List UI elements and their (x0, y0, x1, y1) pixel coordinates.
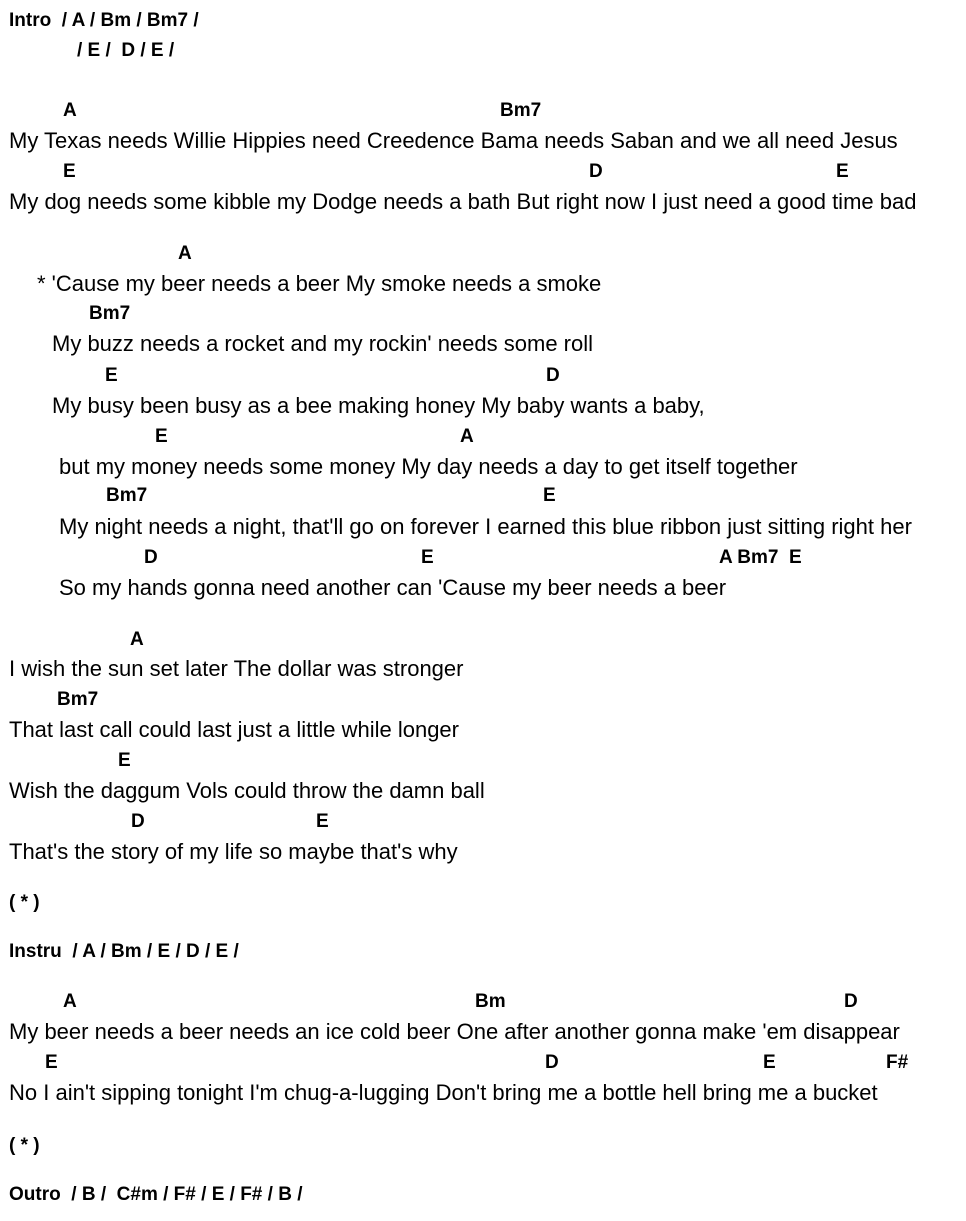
chord: E (421, 547, 434, 568)
lyric-line: but my money needs some money My day needs a day to get itself together (59, 454, 798, 479)
chord: E (836, 161, 849, 182)
lyric-line: My dog needs some kibble my Dodge needs a bath But right now I just need a good time bad (9, 189, 917, 214)
chord: E (63, 161, 76, 182)
chord: Bm7 (500, 100, 542, 121)
lyric-line: My Texas needs Willie Hippies need Creedence Bama needs Saban and we all need Jesus (9, 128, 898, 153)
chord: A (63, 991, 77, 1012)
chord: E (155, 426, 168, 447)
chord: E (105, 365, 118, 386)
chord-group: A Bm7 E (719, 547, 802, 568)
chord: D (131, 811, 145, 832)
repeat-marker: ( * ) (9, 892, 40, 913)
chord: A (130, 629, 144, 650)
chord: D (546, 365, 560, 386)
lyric-line: That last call could last just a little while longer (9, 717, 459, 742)
intro-line-1: Intro / A / Bm / Bm7 / (9, 10, 199, 31)
chord: Bm (475, 991, 506, 1012)
chord: Bm7 (106, 485, 148, 506)
outro-line: Outro / B / C#m / F# / E / F# / B / (9, 1184, 303, 1205)
chord: E (45, 1052, 58, 1073)
chord: E (763, 1052, 776, 1073)
lyric-line: My beer needs a beer needs an ice cold beer One after another gonna make 'em disappear (9, 1019, 900, 1044)
chord: F# (886, 1052, 909, 1073)
repeat-marker: ( * ) (9, 1135, 40, 1156)
chord: A (63, 100, 77, 121)
chord: A (178, 243, 192, 264)
chord: A (460, 426, 474, 447)
lyric-line: That's the story of my life so maybe that's why (9, 839, 458, 864)
chord: Bm7 (57, 689, 99, 710)
chord: D (545, 1052, 559, 1073)
lyric-line: I wish the sun set later The dollar was stronger (9, 656, 464, 681)
lyric-line: No I ain't sipping tonight I'm chug-a-lugging Don't bring me a bottle hell bring me a bucket (9, 1080, 878, 1105)
chord: Bm7 (89, 303, 131, 324)
chord: E (118, 750, 131, 771)
lyric-line: My night needs a night, that'll go on forever I earned this blue ribbon just sitting right her (59, 514, 912, 539)
lyric-line: My buzz needs a rocket and my rockin' needs some roll (52, 331, 593, 356)
instru-line: Instru / A / Bm / E / D / E / (9, 941, 239, 962)
lyric-line: Wish the daggum Vols could throw the damn ball (9, 778, 485, 803)
intro-line-2: / E / D / E / (77, 40, 175, 61)
chord: D (589, 161, 603, 182)
lyric-line: My busy been busy as a bee making honey My baby wants a baby, (52, 393, 705, 418)
chord: E (316, 811, 329, 832)
chord: E (543, 485, 556, 506)
chorus-marker-line: * 'Cause my beer needs a beer My smoke needs a smoke (37, 271, 602, 296)
chord: D (144, 547, 158, 568)
chord: D (844, 991, 858, 1012)
lyric-line: So my hands gonna need another can 'Cause my beer needs a beer (59, 575, 727, 600)
